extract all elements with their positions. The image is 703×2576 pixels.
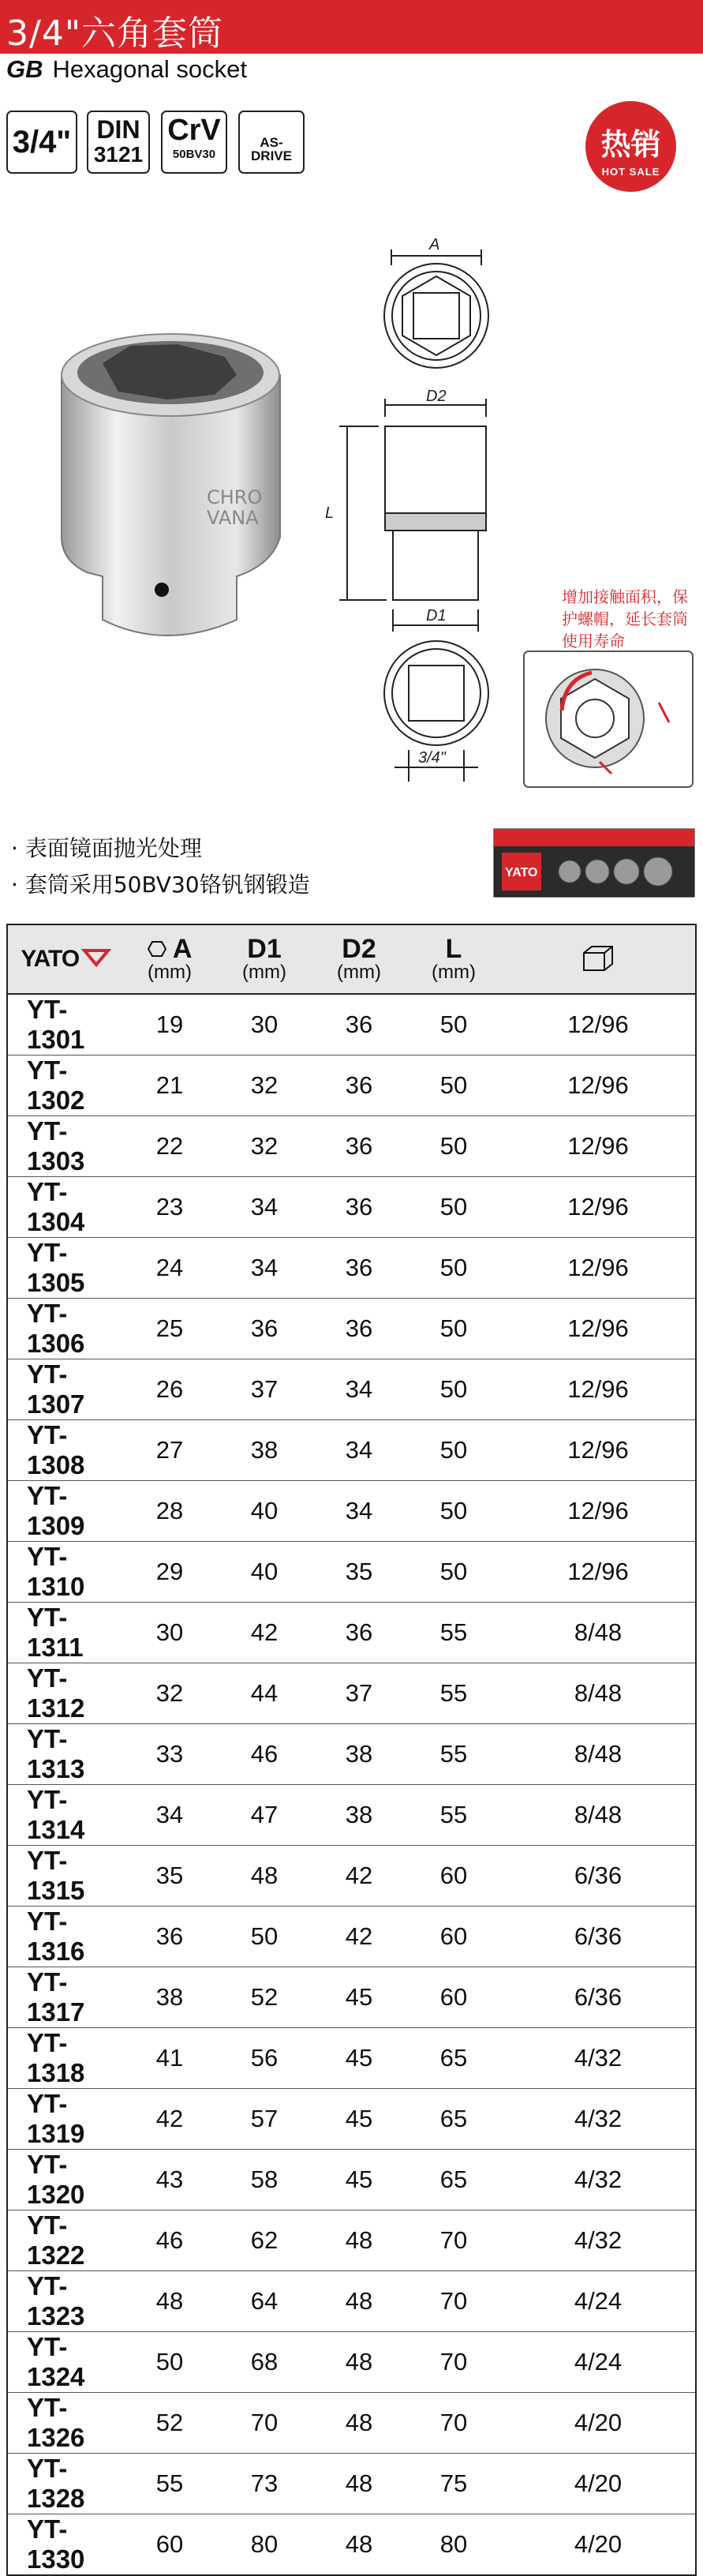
contact-note: 增加接触面积，保护螺帽，延长套筒使用寿命 [562, 587, 688, 651]
d1-cell: 32 [217, 1116, 312, 1177]
a-cell: 36 [122, 1907, 217, 1967]
engraving-line2: VANA [207, 507, 259, 529]
drive-badge: AS-DRIVE [238, 111, 305, 174]
d2-cell: 42 [312, 1907, 406, 1967]
d1-cell: 56 [217, 2028, 312, 2089]
l-cell: 65 [406, 2028, 501, 2089]
model-cell: YT-1310 [7, 1542, 122, 1603]
d2-cell: 36 [312, 1177, 406, 1238]
dim-label-drive: 3/4" [418, 749, 446, 767]
d1-cell: 58 [217, 2150, 312, 2210]
col-unit-d1: (mm) [242, 962, 286, 983]
pack-cell: 8/48 [501, 1785, 696, 1846]
pack-cell: 4/32 [501, 2210, 696, 2271]
bottom-view-drawing [384, 641, 488, 782]
dim-label-d2: D2 [426, 388, 447, 405]
model-cell: YT-1307 [7, 1359, 122, 1420]
l-cell: 55 [406, 1603, 501, 1663]
standard-label: GB [6, 55, 43, 83]
model-cell: YT-1328 [7, 2454, 122, 2514]
material-grade: 50BV30 [172, 148, 216, 161]
d2-cell: 36 [312, 1238, 406, 1299]
pack-cell: 4/32 [501, 2150, 696, 2210]
pack-cell: 4/32 [501, 2028, 696, 2089]
pack-cell: 12/96 [501, 1420, 696, 1481]
d1-cell: 46 [217, 1724, 312, 1785]
model-cell: YT-1326 [7, 2393, 122, 2454]
dim-label-d1: D1 [426, 607, 447, 624]
table-row [7, 1238, 696, 1299]
a-cell: 38 [122, 1967, 217, 2028]
model-cell: YT-1308 [7, 1420, 122, 1481]
d1-cell: 34 [217, 1177, 312, 1238]
col-header-d1 [217, 924, 312, 994]
table-row [7, 2454, 696, 2514]
d1-cell: 73 [217, 2454, 312, 2514]
d2-cell: 36 [312, 1603, 406, 1663]
l-cell: 70 [406, 2271, 501, 2332]
table-row [7, 2271, 696, 2332]
l-cell: 50 [406, 1056, 501, 1116]
model-cell: YT-1313 [7, 1724, 122, 1785]
d1-cell: 36 [217, 1299, 312, 1359]
d1-cell: 52 [217, 1967, 312, 2028]
l-cell: 50 [406, 1420, 501, 1481]
col-label-a: A [172, 934, 193, 964]
l-cell: 60 [406, 1907, 501, 1967]
col-label-d2: D2 [342, 934, 376, 964]
table-row [7, 1724, 696, 1785]
d2-cell: 34 [312, 1420, 406, 1481]
table-row [7, 2028, 696, 2089]
d2-cell: 48 [312, 2393, 406, 2454]
size-badge: 3/4" [6, 111, 77, 174]
a-cell: 34 [122, 1785, 217, 1846]
d2-cell: 48 [345, 2530, 373, 2558]
pack-cell: 12/96 [501, 1116, 696, 1177]
packaging-brand: YATO [505, 866, 538, 879]
pack-cell: 8/48 [501, 1663, 696, 1724]
product-drawings [0, 205, 703, 805]
table-row [7, 1420, 696, 1481]
d1-cell: 40 [217, 1481, 312, 1542]
d2-cell: 42 [312, 1846, 406, 1907]
model-cell: YT-1324 [7, 2332, 122, 2393]
d2-cell: 35 [312, 1542, 406, 1603]
d2-cell: 48 [312, 2454, 406, 2514]
d1-cell: 47 [217, 1785, 312, 1846]
l-cell: 50 [406, 1177, 501, 1238]
a-cell: 22 [122, 1116, 217, 1177]
d1-cell: 42 [217, 1603, 312, 1663]
d2-cell: 34 [312, 1359, 406, 1420]
din-label: DIN [96, 115, 140, 144]
l-cell: 60 [406, 1846, 501, 1907]
table-row [7, 2514, 696, 2576]
d2-cell: 38 [312, 1785, 406, 1846]
l-cell: 70 [406, 2393, 501, 2454]
a-cell: 35 [122, 1846, 217, 1907]
d1-cell: 64 [217, 2271, 312, 2332]
model-cell: YT-1302 [7, 1056, 122, 1116]
model-cell: YT-1314 [7, 1785, 122, 1846]
col-label-d1: D1 [247, 934, 282, 964]
model-cell: YT-1306 [7, 1299, 122, 1359]
table-row [7, 2332, 696, 2393]
d1-cell: 80 [250, 2530, 279, 2558]
a-cell: 50 [122, 2332, 217, 2393]
pack-cell: 8/48 [501, 1724, 696, 1785]
col-unit-l: (mm) [432, 962, 476, 983]
col-header-a [122, 924, 217, 994]
l-cell: 50 [406, 1299, 501, 1359]
l-cell: 50 [406, 1116, 501, 1177]
d1-cell: 32 [217, 1056, 312, 1116]
table-row [7, 1481, 696, 1542]
din-badge [87, 111, 150, 174]
a-cell: 23 [122, 1177, 217, 1238]
d1-cell: 68 [217, 2332, 312, 2393]
model-cell: YT-1309 [7, 1481, 122, 1542]
model-cell: YT-1315 [7, 1846, 122, 1907]
pack-cell: 12/96 [501, 1542, 696, 1603]
table-row [7, 1663, 696, 1724]
a-cell: 33 [122, 1724, 217, 1785]
table-row [7, 1785, 696, 1846]
pack-cell: 4/20 [501, 2454, 696, 2514]
a-cell: 24 [122, 1238, 217, 1299]
pack-cell: 4/24 [501, 2332, 696, 2393]
d1-cell: 40 [217, 1542, 312, 1603]
table-row [7, 1846, 696, 1907]
col-header-l [406, 924, 501, 994]
side-view-drawing [325, 388, 486, 632]
pack-cell: 12/96 [501, 994, 696, 1056]
subtitle-text: Hexagonal socket [52, 55, 247, 83]
contact-detail-drawing [524, 651, 693, 787]
model-cell: YT-1330 [27, 2514, 85, 2574]
d2-cell: 45 [312, 2028, 406, 2089]
d2-cell: 48 [312, 2271, 406, 2332]
feature-list [11, 831, 310, 903]
pack-cell: 4/20 [501, 2393, 696, 2454]
a-cell: 28 [122, 1481, 217, 1542]
d2-cell: 38 [312, 1724, 406, 1785]
model-cell: YT-1312 [7, 1663, 122, 1724]
hot-sale-text: 热销 [600, 127, 661, 162]
a-cell: 42 [122, 2089, 217, 2150]
yato-logo: YATO [21, 946, 80, 972]
model-cell: YT-1311 [7, 1603, 122, 1663]
d2-cell: 48 [312, 2210, 406, 2271]
d2-cell: 37 [312, 1663, 406, 1724]
pack-cell: 4/32 [501, 2089, 696, 2150]
l-cell: 65 [406, 2089, 501, 2150]
table-row [7, 1603, 696, 1663]
d1-cell: 48 [217, 1846, 312, 1907]
d1-cell: 30 [217, 994, 312, 1056]
col-unit-a: (mm) [148, 962, 192, 983]
model-cell: YT-1322 [7, 2210, 122, 2271]
a-cell: 43 [122, 2150, 217, 2210]
a-cell: 27 [122, 1420, 217, 1481]
d2-cell: 45 [312, 1967, 406, 2028]
model-cell: YT-1301 [7, 994, 122, 1056]
table-row [7, 2150, 696, 2210]
d2-cell: 45 [312, 2089, 406, 2150]
d2-cell: 36 [312, 1116, 406, 1177]
top-view-drawing [384, 236, 488, 368]
pack-cell: 6/36 [501, 1967, 696, 2028]
table-row [7, 1177, 696, 1238]
l-cell: 80 [439, 2530, 468, 2558]
hexagon-icon [148, 940, 166, 958]
l-cell: 55 [406, 1724, 501, 1785]
title-bar [0, 0, 703, 54]
d1-cell: 37 [217, 1359, 312, 1420]
a-cell: 26 [122, 1359, 217, 1420]
material-label: CrV [167, 114, 221, 147]
material-badge [161, 111, 227, 174]
a-cell: 55 [122, 2454, 217, 2514]
table-row [7, 1359, 696, 1420]
page-title: 3/4"六角套筒 [6, 13, 224, 54]
yato-logo-mark-icon [83, 949, 110, 966]
table-row [7, 1299, 696, 1359]
d1-cell: 50 [217, 1907, 312, 1967]
a-cell: 21 [122, 1056, 217, 1116]
table-row [7, 2210, 696, 2271]
hot-sale-text-en: HOT SALE [601, 166, 660, 178]
l-cell: 50 [406, 994, 501, 1056]
dim-label-a: A [429, 236, 440, 253]
feature-item: · 套筒采用50BV30铬钒钢锻造 [11, 867, 310, 903]
table-row [7, 2393, 696, 2454]
pack-cell: 12/96 [501, 1359, 696, 1420]
l-cell: 50 [406, 1359, 501, 1420]
pack-cell: 6/36 [501, 1907, 696, 1967]
model-cell: YT-1323 [7, 2271, 122, 2332]
l-cell: 60 [406, 1967, 501, 2028]
model-cell: YT-1316 [7, 1907, 122, 1967]
table-header-row [7, 924, 696, 994]
table-row [7, 2089, 696, 2150]
pack-cell: 6/36 [501, 1846, 696, 1907]
col-label-l: L [445, 934, 462, 964]
d2-cell: 36 [312, 994, 406, 1056]
table-row [7, 1542, 696, 1603]
l-cell: 50 [406, 1481, 501, 1542]
pack-cell: 4/20 [574, 2530, 623, 2558]
d2-cell: 36 [312, 1056, 406, 1116]
l-cell: 75 [406, 2454, 501, 2514]
d2-cell: 36 [312, 1299, 406, 1359]
model-cell: YT-1319 [7, 2089, 122, 2150]
l-cell: 55 [406, 1785, 501, 1846]
d1-cell: 62 [217, 2210, 312, 2271]
d1-cell: 44 [217, 1663, 312, 1724]
a-cell: 48 [122, 2271, 217, 2332]
brand-header [7, 924, 122, 994]
col-unit-d2: (mm) [337, 962, 381, 983]
packaging-image [491, 823, 697, 902]
pack-cell: 12/96 [501, 1177, 696, 1238]
table-row [7, 994, 696, 1056]
table-row [7, 1116, 696, 1177]
model-cell: YT-1320 [7, 2150, 122, 2210]
d1-cell: 70 [217, 2393, 312, 2454]
engraving-line1: CHRO [207, 486, 263, 508]
d2-cell: 48 [312, 2332, 406, 2393]
a-cell: 46 [122, 2210, 217, 2271]
feature-item: · 表面镜面抛光处理 [11, 831, 310, 867]
pack-cell: 4/24 [501, 2271, 696, 2332]
dim-label-l: L [325, 504, 335, 522]
table-row [7, 1967, 696, 2028]
model-cell: YT-1305 [7, 1238, 122, 1299]
table-row [7, 1056, 696, 1116]
pack-cell: 12/96 [501, 1056, 696, 1116]
model-cell: YT-1304 [7, 1177, 122, 1238]
d1-cell: 38 [217, 1420, 312, 1481]
l-cell: 50 [406, 1542, 501, 1603]
d1-cell: 34 [217, 1238, 312, 1299]
d1-cell: 57 [217, 2089, 312, 2150]
box-icon [581, 943, 615, 972]
a-cell: 19 [122, 994, 217, 1056]
a-cell: 60 [155, 2530, 184, 2558]
col-header-d2 [312, 924, 406, 994]
d2-cell: 34 [312, 1481, 406, 1542]
a-cell: 29 [122, 1542, 217, 1603]
a-cell: 52 [122, 2393, 217, 2454]
din-number: 3121 [93, 142, 144, 167]
pack-cell: 12/96 [501, 1481, 696, 1542]
l-cell: 55 [406, 1663, 501, 1724]
l-cell: 50 [406, 1238, 501, 1299]
pack-cell: 12/96 [501, 1299, 696, 1359]
a-cell: 25 [122, 1299, 217, 1359]
socket-photo [62, 334, 280, 636]
d2-cell: 45 [312, 2150, 406, 2210]
l-cell: 70 [406, 2332, 501, 2393]
pack-cell: 12/96 [501, 1238, 696, 1299]
model-cell: YT-1318 [7, 2028, 122, 2089]
specification-table [6, 924, 697, 2576]
hot-sale-stamp [585, 101, 676, 192]
a-cell: 32 [122, 1663, 217, 1724]
page-subtitle [6, 55, 247, 84]
a-cell: 30 [122, 1603, 217, 1663]
pack-cell: 8/48 [501, 1603, 696, 1663]
model-cell: YT-1303 [7, 1116, 122, 1177]
col-header-packaging [501, 924, 696, 994]
table-row [7, 1907, 696, 1967]
a-cell: 41 [122, 2028, 217, 2089]
l-cell: 70 [406, 2210, 501, 2271]
model-cell: YT-1317 [7, 1967, 122, 2028]
l-cell: 65 [406, 2150, 501, 2210]
